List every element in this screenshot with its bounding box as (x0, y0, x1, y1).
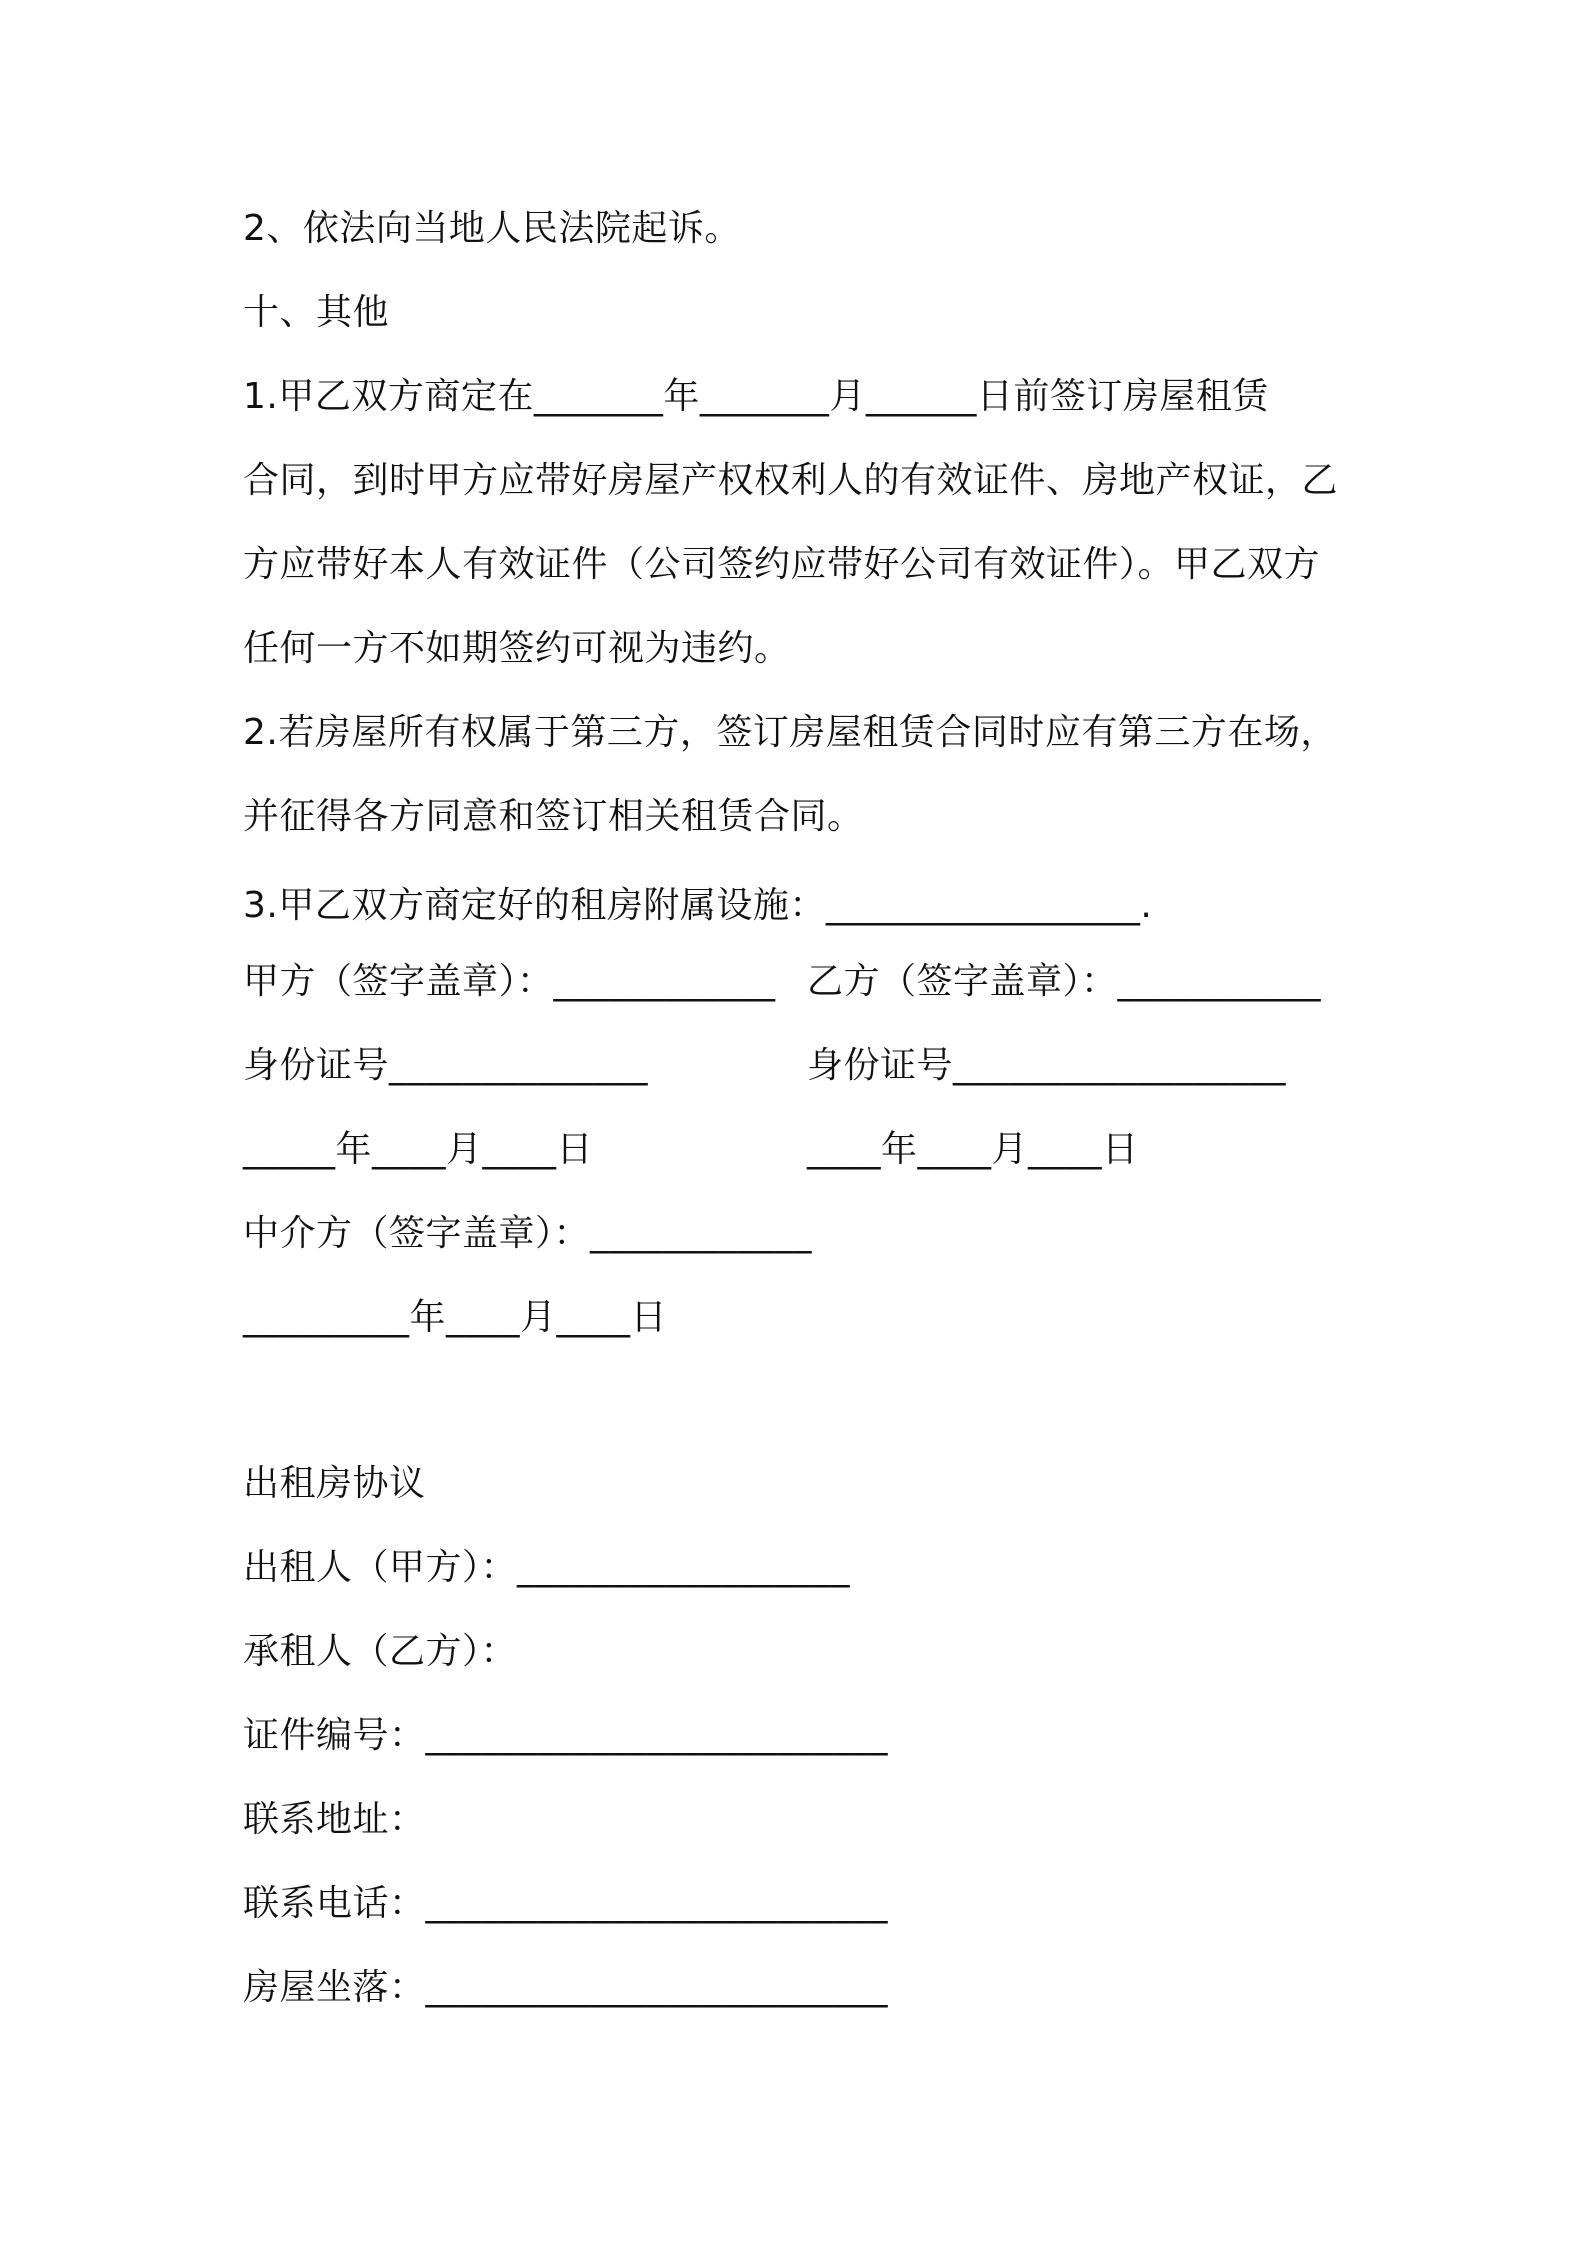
clause-1-line-3: 方应带好本人有效证件（公司签约应带好公司有效证件）。甲乙双方 (243, 544, 1321, 585)
clause-2-line-2: 并征得各方同意和签订相关租赁合同。 (243, 796, 864, 837)
house-location-field: 房屋坐落：_________________________ (243, 1967, 889, 2008)
clause-1-line-2: 合同，到时甲方应带好房屋产权权利人的有效证件、房地产权证，乙 (243, 460, 1339, 501)
party-a-signature: 甲方（签字盖章）：____________ (243, 961, 776, 1002)
party-b-date: ____年____月____日 (807, 1129, 1139, 1170)
clause-2-litigation: 2、依法向当地人民法院起诉。 (243, 208, 741, 249)
party-a-date: _____年____月____日 (243, 1129, 594, 1170)
party-b-id-number: 身份证号__________________ (807, 1045, 1287, 1086)
contact-address-field: 联系地址： (243, 1799, 426, 1840)
party-a-id-number: 身份证号______________ (243, 1045, 649, 1086)
clause-1-line-1: 1.甲乙双方商定在_______年_______月______日前签订房屋租赁 (243, 376, 1269, 417)
agreement-title: 出租房协议 (243, 1463, 426, 1504)
clause-3-facilities: 3.甲乙双方商定好的租房附属设施：_________________. (243, 885, 1153, 926)
tenant-field: 承租人（乙方）： (243, 1631, 518, 1672)
clause-2-line-1: 2.若房屋所有权属于第三方，签订房屋租赁合同时应有第三方在场， (243, 712, 1337, 753)
agent-signature: 中介方（签字盖章）：____________ (243, 1213, 813, 1254)
clause-1-line-4: 任何一方不如期签约可视为违约。 (243, 628, 791, 669)
certificate-number-field: 证件编号：_________________________ (243, 1715, 889, 1756)
section-heading-other: 十、其他 (243, 292, 390, 333)
agent-date: _________年____月____日 (243, 1297, 667, 1338)
landlord-field: 出租人（甲方）：__________________ (243, 1547, 851, 1588)
party-b-signature: 乙方（签字盖章）：___________ (807, 961, 1322, 1002)
contact-phone-field: 联系电话：_________________________ (243, 1883, 889, 1924)
